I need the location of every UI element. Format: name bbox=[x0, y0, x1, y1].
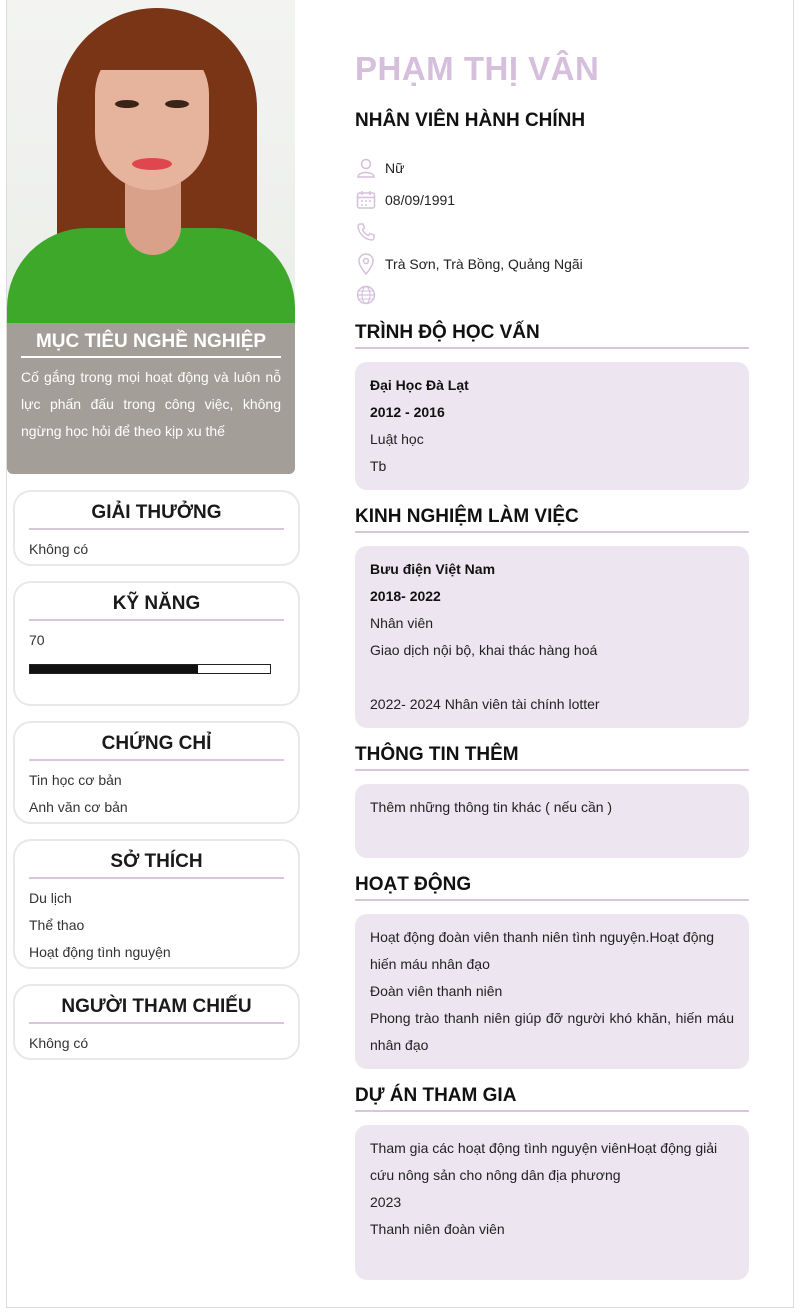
experience-title: KINH NGHIỆM LÀM VIỆC bbox=[355, 506, 749, 533]
experience-position: Nhân viên bbox=[370, 615, 434, 631]
objective-text: Cố gắng trong mọi hoạt động và luôn nỗ lực phấn đấu trong công việc, không ngừng học hỏi để theo kịp xu thế bbox=[21, 369, 281, 439]
education-grade: Tb bbox=[370, 458, 387, 474]
reference-item: Không có bbox=[29, 1035, 89, 1051]
additional-info-section bbox=[355, 784, 749, 858]
address-value: Trà Sơn, Trà Bồng, Quảng Ngãi bbox=[385, 256, 583, 272]
hobby-item: Hoạt động tình nguyện bbox=[29, 944, 171, 960]
awards-title: GIẢI THƯỞNG bbox=[29, 502, 284, 530]
certificate-item: Anh văn cơ bản bbox=[29, 799, 128, 815]
projects-title: DỰ ÁN THAM GIA bbox=[355, 1085, 749, 1112]
experience-section bbox=[355, 546, 749, 728]
skill-level-fill bbox=[30, 665, 198, 673]
career-objective-section bbox=[7, 323, 295, 474]
info-phone bbox=[355, 219, 751, 245]
education-period: 2012 - 2016 bbox=[370, 404, 445, 420]
activity-item: Đoàn viên thanh niên bbox=[370, 983, 503, 999]
education-title: TRÌNH ĐỘ HỌC VẤN bbox=[355, 322, 749, 349]
candidate-role: NHÂN VIÊN HÀNH CHÍNH bbox=[355, 110, 586, 131]
activity-item: Hoạt động đoàn viên thanh niên tình nguyện.Hoạt động hiến máu nhân đạo bbox=[370, 929, 715, 972]
education-school: Đại Học Đà Lạt bbox=[370, 377, 469, 393]
candidate-name: PHẠM THỊ VÂN bbox=[355, 50, 600, 87]
references-section bbox=[13, 984, 300, 1060]
info-address bbox=[355, 251, 751, 277]
gender-value: Nữ bbox=[385, 160, 405, 176]
hobby-item: Thể thao bbox=[29, 917, 85, 933]
info-dob bbox=[355, 187, 751, 213]
objective-title: MỤC TIÊU NGHỀ NGHIỆP bbox=[21, 331, 281, 358]
education-major: Luật học bbox=[370, 431, 424, 447]
projects-section bbox=[355, 1125, 749, 1280]
project-item: Tham gia các hoạt động tình nguyện viênHoạt động giải cứu nông sản cho nông dân địa phương bbox=[370, 1140, 718, 1183]
globe-icon bbox=[355, 284, 377, 306]
activities-section bbox=[355, 914, 749, 1069]
skill-value: 70 bbox=[29, 632, 45, 648]
skill-level-bar bbox=[29, 664, 271, 674]
certificate-item: Tin học cơ bản bbox=[29, 772, 122, 788]
profile-photo bbox=[7, 0, 295, 323]
references-title: NGƯỜI THAM CHIẾU bbox=[29, 996, 284, 1024]
project-item: 2023 bbox=[370, 1194, 402, 1210]
hobbies-section bbox=[13, 839, 300, 969]
activities-title: HOẠT ĐỘNG bbox=[355, 874, 749, 901]
location-pin-icon bbox=[355, 253, 377, 275]
additional-info-text: Thêm những thông tin khác ( nếu cần ) bbox=[370, 799, 613, 815]
award-item: Không có bbox=[29, 541, 89, 557]
info-website bbox=[355, 282, 751, 308]
calendar-icon bbox=[355, 189, 377, 211]
skills-title: KỸ NĂNG bbox=[29, 593, 284, 621]
certificates-title: CHỨNG CHỈ bbox=[29, 733, 284, 761]
skills-section bbox=[13, 581, 300, 706]
experience-extra: 2022- 2024 Nhân viên tài chính lotter bbox=[370, 696, 600, 712]
info-gender bbox=[355, 155, 751, 181]
experience-period: 2018- 2022 bbox=[370, 588, 441, 604]
hobby-item: Du lịch bbox=[29, 890, 72, 906]
awards-section bbox=[13, 490, 300, 566]
education-section bbox=[355, 362, 749, 490]
experience-company: Bưu điện Việt Nam bbox=[370, 561, 496, 577]
experience-description: Giao dịch nội bộ, khai thác hàng hoá bbox=[370, 642, 598, 658]
person-icon bbox=[355, 157, 377, 179]
dob-value: 08/09/1991 bbox=[385, 192, 456, 208]
hobbies-title: SỞ THÍCH bbox=[29, 851, 284, 879]
project-item: Thanh niên đoàn viên bbox=[370, 1221, 505, 1237]
activity-item: Phong trào thanh niên giúp đỡ người khó khăn, hiến máu nhân đạo bbox=[370, 1010, 734, 1053]
cv-page bbox=[6, 0, 794, 1308]
phone-icon bbox=[355, 221, 377, 243]
additional-info-title: THÔNG TIN THÊM bbox=[355, 744, 749, 771]
certificates-section bbox=[13, 721, 300, 824]
